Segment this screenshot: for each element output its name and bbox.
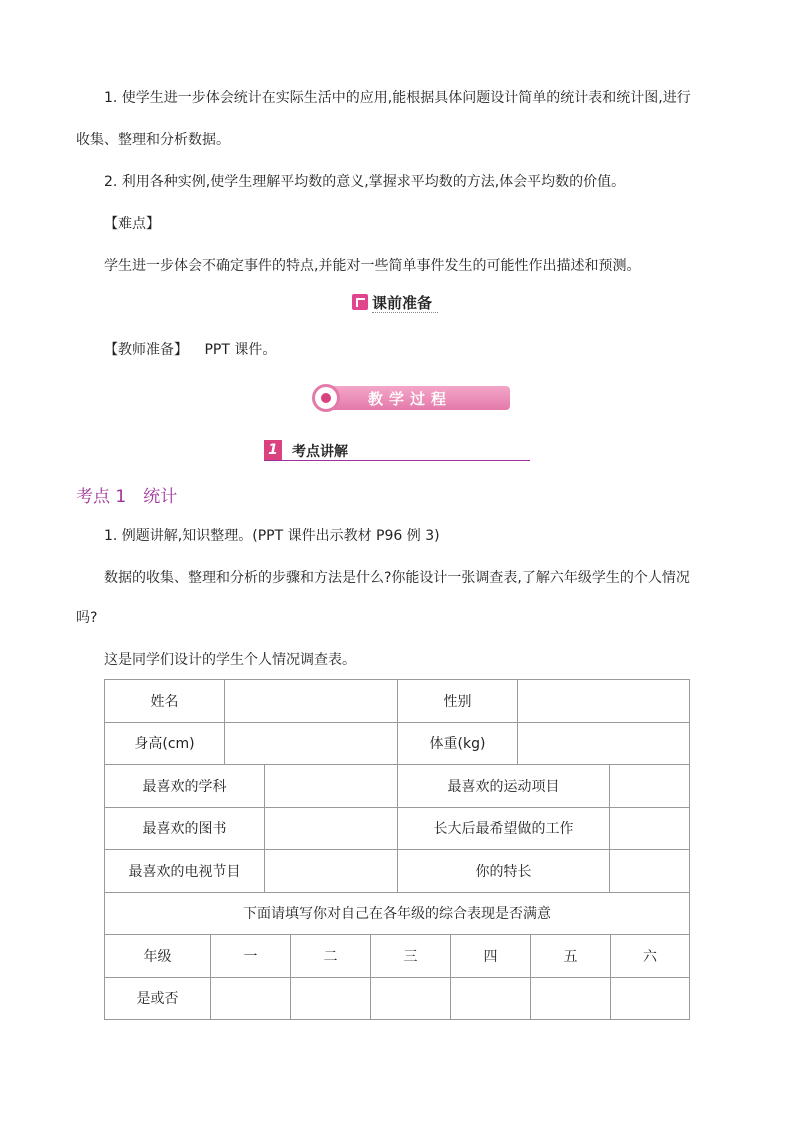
satisfaction-prompt: 下面请填写你对自己在各年级的综合表现是否满意 <box>104 893 690 935</box>
table-row <box>104 893 690 936</box>
fav-subject-value-cell[interactable] <box>264 765 397 807</box>
topic-1-p3: 这是同学们设计的学生个人情况调查表。 <box>104 652 356 668</box>
prep-title: 课前准备 <box>372 294 433 312</box>
difficulty-text: 学生进一步体会不确定事件的特点,并能对一些简单事件发生的可能性作出描述和预测。 <box>104 258 641 274</box>
grade-3-answer-cell[interactable] <box>370 978 450 1020</box>
grade-3: 三 <box>370 935 450 977</box>
topic-1-p1: 1. 例题讲解,知识整理。(PPT 课件出示教材 P96 例 3) <box>104 528 440 544</box>
goal-1-line-1: 1. 使学生进一步体会统计在实际生活中的应用,能根据具体问题设计简单的统计表和统计图,进行 <box>104 90 691 106</box>
difficulty-heading: 【难点】 <box>104 216 160 232</box>
fav-sport-value-cell[interactable] <box>609 765 690 807</box>
fav-sport-label: 最喜欢的运动项目 <box>397 765 609 807</box>
height-value-cell[interactable] <box>224 723 397 765</box>
name-value-cell[interactable] <box>224 680 397 722</box>
target-icon <box>312 384 340 412</box>
table-row <box>104 723 690 766</box>
section-underline <box>264 460 530 461</box>
weight-label: 体重(kg) <box>397 723 517 765</box>
fav-tv-value-cell[interactable] <box>264 850 397 892</box>
gender-value-cell[interactable] <box>517 680 690 722</box>
teacher-prep-label: 【教师准备】 <box>104 342 188 358</box>
grade-6: 六 <box>610 935 690 977</box>
grade-4-answer-cell[interactable] <box>450 978 530 1020</box>
section-title: 考点讲解 <box>292 444 348 460</box>
section-number: 1 <box>264 440 282 460</box>
specialty-label: 你的特长 <box>397 850 609 892</box>
teacher-prep <box>104 340 276 360</box>
gender-label: 性别 <box>397 680 517 722</box>
process-banner-title: 教学过程 <box>368 390 453 408</box>
dream-job-label: 长大后最希望做的工作 <box>397 808 609 850</box>
prep-icon <box>352 294 368 310</box>
table-row <box>104 765 690 808</box>
goal-1-line-2: 收集、整理和分析数据。 <box>76 132 230 148</box>
grade-1: 一 <box>210 935 290 977</box>
fav-tv-label: 最喜欢的电视节目 <box>104 850 264 892</box>
fav-book-value-cell[interactable] <box>264 808 397 850</box>
table-row <box>104 935 690 978</box>
yes-no-label: 是或否 <box>104 978 210 1020</box>
topic-1-heading: 考点 1 统计 <box>76 487 178 507</box>
table-row <box>104 850 690 893</box>
grade-2-answer-cell[interactable] <box>290 978 370 1020</box>
specialty-value-cell[interactable] <box>609 850 690 892</box>
weight-value-cell[interactable] <box>517 723 690 765</box>
table-row <box>104 679 690 723</box>
table-row <box>104 978 690 1021</box>
prep-heading <box>352 292 438 314</box>
grade-2: 二 <box>290 935 370 977</box>
grade-5-answer-cell[interactable] <box>530 978 610 1020</box>
topic-1-p2-line-1: 数据的收集、整理和分析的步骤和方法是什么?你能设计一张调查表,了解六年级学生的个人情况 <box>104 570 690 586</box>
grade-label: 年级 <box>104 935 210 977</box>
grade-5: 五 <box>530 935 610 977</box>
grade-1-answer-cell[interactable] <box>210 978 290 1020</box>
grade-6-answer-cell[interactable] <box>610 978 690 1020</box>
topic-1-p2-line-2: 吗? <box>76 610 98 626</box>
grade-4: 四 <box>450 935 530 977</box>
dream-job-value-cell[interactable] <box>609 808 690 850</box>
section-heading <box>264 440 530 462</box>
height-label: 身高(cm) <box>104 723 224 765</box>
table-row <box>104 808 690 851</box>
fav-subject-label: 最喜欢的学科 <box>104 765 264 807</box>
prep-underline <box>372 312 438 313</box>
fav-book-label: 最喜欢的图书 <box>104 808 264 850</box>
survey-table <box>104 679 690 1020</box>
teacher-prep-value: PPT 课件。 <box>204 342 277 358</box>
goal-2: 2. 利用各种实例,使学生理解平均数的意义,掌握求平均数的方法,体会平均数的价值。 <box>104 174 626 190</box>
name-label: 姓名 <box>104 680 224 722</box>
process-banner <box>312 384 510 412</box>
